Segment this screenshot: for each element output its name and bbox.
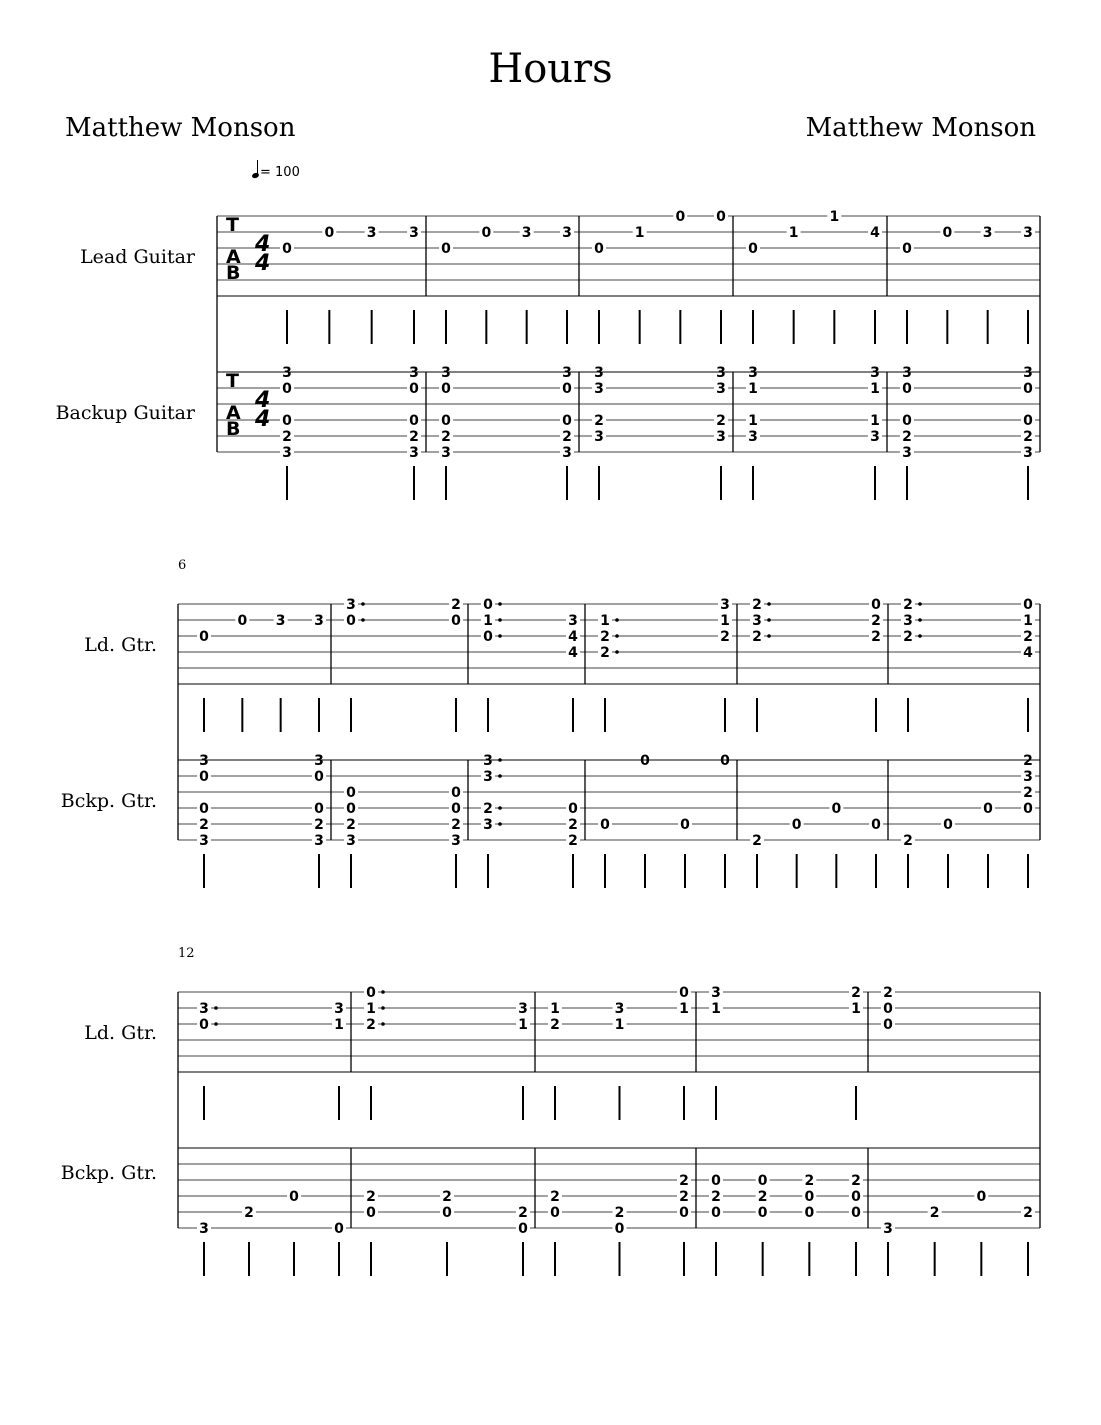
fret-number: 3 xyxy=(409,445,419,461)
fret-number: 3 xyxy=(568,613,578,629)
tab-clef-letter: A xyxy=(226,402,241,424)
fret-number: 2 xyxy=(244,1205,254,1221)
fret-number: 2 xyxy=(199,817,209,833)
fret-number: 0 xyxy=(851,1205,861,1221)
fret-number: 3 xyxy=(716,381,726,397)
fret-number: 0 xyxy=(902,241,912,257)
fret-number: 2 xyxy=(871,629,881,645)
fret-number: 3 xyxy=(748,365,758,381)
fret-number: 0 xyxy=(600,817,610,833)
fret-number: 2 xyxy=(1023,629,1033,645)
fret-number: 2 xyxy=(716,413,726,429)
fret-number: 0 xyxy=(346,613,356,629)
fret-number: 0 xyxy=(366,985,376,1001)
tab-staff xyxy=(178,753,1040,888)
fret-number: 1 xyxy=(334,1017,344,1033)
fret-number: 0 xyxy=(346,801,356,817)
fret-number: 0 xyxy=(831,801,842,817)
fret-number: 0 xyxy=(346,785,356,801)
dot-marker xyxy=(498,806,502,810)
fret-number: 1 xyxy=(483,613,493,629)
measure-number: 12 xyxy=(178,946,195,961)
fret-number: 0 xyxy=(716,209,726,225)
fret-number: 1 xyxy=(748,413,758,429)
fret-number: 0 xyxy=(871,817,881,833)
dot-marker xyxy=(918,634,922,638)
fret-number: 0 xyxy=(314,801,324,817)
fret-number: 2 xyxy=(550,1189,560,1205)
fret-number: 1 xyxy=(851,1001,861,1017)
fret-number: 0 xyxy=(441,413,451,429)
fret-number: 3 xyxy=(483,753,493,769)
fret-number: 3 xyxy=(451,833,461,849)
fret-number: 0 xyxy=(441,241,451,257)
fret-number: 4 xyxy=(568,629,578,645)
fret-number: 3 xyxy=(199,833,209,849)
fret-number: 0 xyxy=(871,597,881,613)
dot-marker xyxy=(381,1022,385,1026)
fret-number: 0 xyxy=(1023,597,1033,613)
fret-number: 1 xyxy=(1023,613,1033,629)
measure-number: 6 xyxy=(178,558,187,573)
tab-clef-letter: A xyxy=(226,246,241,268)
fret-number: 4 xyxy=(568,645,578,661)
fret-number: 1 xyxy=(829,209,840,225)
fret-number: 2 xyxy=(720,629,730,645)
fret-number: 0 xyxy=(334,1221,344,1237)
fret-number: 3 xyxy=(346,597,356,613)
fret-number: 2 xyxy=(600,645,610,661)
fret-number: 3 xyxy=(521,225,532,241)
fret-number: 2 xyxy=(568,833,578,849)
fret-number: 3 xyxy=(1023,225,1033,241)
fret-number: 0 xyxy=(282,413,292,429)
fret-number: 3 xyxy=(483,817,493,833)
instrument-label: Ld. Gtr. xyxy=(84,634,157,656)
fret-number: 3 xyxy=(314,613,324,629)
fret-number: 2 xyxy=(752,597,762,613)
fret-number: 3 xyxy=(748,429,758,445)
fret-number: 0 xyxy=(409,381,419,397)
fret-number: 0 xyxy=(441,381,451,397)
fret-number: 2 xyxy=(451,597,461,613)
fret-number: 1 xyxy=(550,1001,560,1017)
fret-number: 3 xyxy=(562,225,572,241)
fret-number: 3 xyxy=(562,445,572,461)
fret-number: 4 xyxy=(1023,645,1033,661)
fret-number: 3 xyxy=(594,429,604,445)
fret-number: 3 xyxy=(562,365,572,381)
fret-number: 2 xyxy=(451,817,461,833)
fret-number: 0 xyxy=(851,1189,861,1205)
song-title: Hours xyxy=(488,46,613,92)
fret-number: 0 xyxy=(550,1205,560,1221)
fret-number: 0 xyxy=(976,1189,987,1205)
instrument-label: Lead Guitar xyxy=(80,246,195,268)
fret-number: 0 xyxy=(711,1173,721,1189)
fret-number: 0 xyxy=(483,597,493,613)
fret-number: 2 xyxy=(711,1189,721,1205)
fret-number: 0 xyxy=(675,209,686,225)
fret-number: 0 xyxy=(199,801,209,817)
fret-number: 3 xyxy=(282,445,292,461)
fret-number: 2 xyxy=(1023,753,1033,769)
time-signature-top: 4 xyxy=(255,232,271,257)
fret-number: 2 xyxy=(409,429,419,445)
fret-number: 0 xyxy=(324,225,335,241)
fret-number: 1 xyxy=(870,381,880,397)
fret-number: 3 xyxy=(752,613,762,629)
fret-number: 2 xyxy=(282,429,292,445)
fret-number: 3 xyxy=(903,613,913,629)
fret-number: 3 xyxy=(199,753,209,769)
fret-number: 0 xyxy=(1023,801,1033,817)
fret-number: 3 xyxy=(883,1221,893,1237)
fret-number: 2 xyxy=(903,833,913,849)
fret-number: 0 xyxy=(942,225,953,241)
instrument-label: Backup Guitar xyxy=(55,402,195,424)
fret-number: 0 xyxy=(289,1189,299,1205)
fret-number: 0 xyxy=(614,1221,625,1237)
fret-number: 2 xyxy=(752,629,762,645)
fret-number: 3 xyxy=(334,1001,344,1017)
fret-number: 0 xyxy=(483,629,493,645)
fret-number: 3 xyxy=(199,1221,209,1237)
fret-number: 0 xyxy=(883,1001,893,1017)
fret-number: 1 xyxy=(679,1001,689,1017)
fret-number: 3 xyxy=(346,833,356,849)
fret-number: 2 xyxy=(679,1173,689,1189)
dot-marker xyxy=(615,634,619,638)
fret-number: 2 xyxy=(442,1189,452,1205)
dot-marker xyxy=(767,602,771,606)
fret-number: 2 xyxy=(594,413,604,429)
fret-number: 0 xyxy=(237,613,248,629)
tab-staff xyxy=(217,209,1040,344)
dot-marker xyxy=(767,618,771,622)
fret-number: 1 xyxy=(720,613,730,629)
fret-number: 0 xyxy=(1023,381,1033,397)
fret-number: 3 xyxy=(870,429,880,445)
dot-marker xyxy=(767,634,771,638)
fret-number: 3 xyxy=(720,597,730,613)
fret-number: 2 xyxy=(568,817,578,833)
fret-number: 0 xyxy=(314,769,324,785)
dot-marker xyxy=(498,634,502,638)
fret-number: 2 xyxy=(562,429,572,445)
fret-number: 0 xyxy=(902,381,912,397)
fret-number: 3 xyxy=(275,613,286,629)
fret-number: 2 xyxy=(600,629,610,645)
fret-number: 3 xyxy=(1023,769,1033,785)
fret-number: 3 xyxy=(282,365,292,381)
fret-number: 2 xyxy=(366,1189,376,1205)
fret-number: 0 xyxy=(883,1017,893,1033)
dot-marker xyxy=(361,602,365,606)
fret-number: 2 xyxy=(883,985,893,1001)
fret-number: 0 xyxy=(518,1221,528,1237)
fret-number: 2 xyxy=(871,613,881,629)
fret-number: 3 xyxy=(902,365,912,381)
fret-number: 3 xyxy=(314,753,324,769)
fret-number: 0 xyxy=(568,801,578,817)
fret-number: 2 xyxy=(902,429,912,445)
fret-number: 0 xyxy=(640,753,650,769)
fret-number: 3 xyxy=(711,985,721,1001)
fret-number: 3 xyxy=(1023,365,1033,381)
fret-number: 2 xyxy=(1023,429,1033,445)
fret-number: 0 xyxy=(804,1189,815,1205)
dot-marker xyxy=(381,990,385,994)
fret-number: 3 xyxy=(716,429,726,445)
dot-marker xyxy=(381,1006,385,1010)
fret-number: 0 xyxy=(282,241,292,257)
fret-number: 1 xyxy=(748,381,758,397)
fret-number: 0 xyxy=(804,1205,815,1221)
fret-number: 3 xyxy=(199,1001,209,1017)
composer-right: Matthew Monson xyxy=(805,113,1036,143)
fret-number: 3 xyxy=(870,365,880,381)
time-signature-top: 4 xyxy=(255,388,271,413)
fret-number: 0 xyxy=(791,817,802,833)
fret-number: 0 xyxy=(451,801,461,817)
fret-number: 3 xyxy=(366,225,377,241)
fret-number: 3 xyxy=(314,833,324,849)
fret-number: 0 xyxy=(757,1205,768,1221)
fret-number: 1 xyxy=(634,225,645,241)
fret-number: 2 xyxy=(757,1189,768,1205)
fret-number: 0 xyxy=(562,381,572,397)
dot-marker xyxy=(214,1022,218,1026)
tab-clef-letter: T xyxy=(226,370,239,392)
fret-number: 2 xyxy=(1023,1205,1033,1221)
tab-staff xyxy=(178,985,1040,1120)
time-signature-bottom: 4 xyxy=(255,407,271,432)
tab-staff xyxy=(178,1148,1040,1276)
fret-number: 0 xyxy=(594,241,604,257)
composer-left: Matthew Monson xyxy=(65,113,296,143)
dot-marker xyxy=(498,774,502,778)
fret-number: 1 xyxy=(870,413,880,429)
fret-number: 2 xyxy=(550,1017,560,1033)
fret-number: 0 xyxy=(562,413,572,429)
fret-number: 0 xyxy=(451,785,461,801)
fret-number: 0 xyxy=(711,1205,721,1221)
fret-number: 3 xyxy=(982,225,993,241)
fret-number: 2 xyxy=(752,833,762,849)
fret-number: 3 xyxy=(441,365,451,381)
fret-number: 3 xyxy=(441,445,451,461)
dot-marker xyxy=(615,618,619,622)
time-signature-bottom: 4 xyxy=(255,251,271,276)
fret-number: 3 xyxy=(902,445,912,461)
dot-marker xyxy=(498,602,502,606)
fret-number: 0 xyxy=(720,753,730,769)
fret-number: 0 xyxy=(748,241,758,257)
tempo-value: = 100 xyxy=(260,165,300,180)
fret-number: 2 xyxy=(903,629,913,645)
fret-number: 0 xyxy=(451,613,461,629)
instrument-label: Bckp. Gtr. xyxy=(60,790,157,812)
fret-number: 0 xyxy=(983,801,993,817)
fret-number: 2 xyxy=(903,597,913,613)
fret-number: 3 xyxy=(716,365,726,381)
fret-number: 3 xyxy=(614,1001,625,1017)
fret-number: 0 xyxy=(199,769,209,785)
fret-number: 2 xyxy=(851,985,861,1001)
dot-marker xyxy=(361,618,365,622)
tab-staff xyxy=(217,365,1040,500)
fret-number: 3 xyxy=(409,225,419,241)
fret-number: 0 xyxy=(680,817,690,833)
fret-number: 2 xyxy=(851,1173,861,1189)
fret-number: 3 xyxy=(483,769,493,785)
dot-marker xyxy=(615,650,619,654)
fret-number: 0 xyxy=(199,1017,209,1033)
tab-clef-letter: T xyxy=(226,214,239,236)
fret-number: 0 xyxy=(943,817,953,833)
fret-number: 1 xyxy=(518,1017,528,1033)
instrument-label: Bckp. Gtr. xyxy=(60,1162,157,1184)
fret-number: 0 xyxy=(442,1205,452,1221)
fret-number: 0 xyxy=(679,1205,689,1221)
fret-number: 0 xyxy=(902,413,912,429)
fret-number: 0 xyxy=(409,413,419,429)
fret-number: 1 xyxy=(788,225,799,241)
fret-number: 1 xyxy=(600,613,610,629)
fret-number: 2 xyxy=(804,1173,815,1189)
fret-number: 2 xyxy=(1023,785,1033,801)
fret-number: 2 xyxy=(518,1205,528,1221)
tab-clef-letter: B xyxy=(226,262,241,284)
fret-number: 2 xyxy=(366,1017,376,1033)
fret-number: 2 xyxy=(679,1189,689,1205)
dot-marker xyxy=(918,618,922,622)
fret-number: 3 xyxy=(1023,445,1033,461)
fret-number: 3 xyxy=(594,381,604,397)
dot-marker xyxy=(918,602,922,606)
instrument-label: Ld. Gtr. xyxy=(84,1022,157,1044)
tab-staff xyxy=(178,597,1040,732)
fret-number: 0 xyxy=(199,629,209,645)
fret-number: 2 xyxy=(441,429,451,445)
dot-marker xyxy=(498,618,502,622)
fret-number: 0 xyxy=(282,381,292,397)
fret-number: 2 xyxy=(929,1205,940,1221)
fret-number: 2 xyxy=(346,817,356,833)
fret-number: 0 xyxy=(366,1205,376,1221)
fret-number: 4 xyxy=(870,225,880,241)
fret-number: 2 xyxy=(614,1205,625,1221)
fret-number: 0 xyxy=(679,985,689,1001)
fret-number: 2 xyxy=(483,801,493,817)
fret-number: 1 xyxy=(711,1001,721,1017)
fret-number: 2 xyxy=(314,817,324,833)
fret-number: 0 xyxy=(757,1173,768,1189)
fret-number: 3 xyxy=(518,1001,528,1017)
fret-number: 1 xyxy=(614,1017,625,1033)
dot-marker xyxy=(498,822,502,826)
fret-number: 3 xyxy=(409,365,419,381)
tab-clef-letter: B xyxy=(226,418,241,440)
dot-marker xyxy=(214,1006,218,1010)
fret-number: 0 xyxy=(481,225,492,241)
fret-number: 0 xyxy=(1023,413,1033,429)
fret-number: 3 xyxy=(594,365,604,381)
fret-number: 1 xyxy=(366,1001,376,1017)
